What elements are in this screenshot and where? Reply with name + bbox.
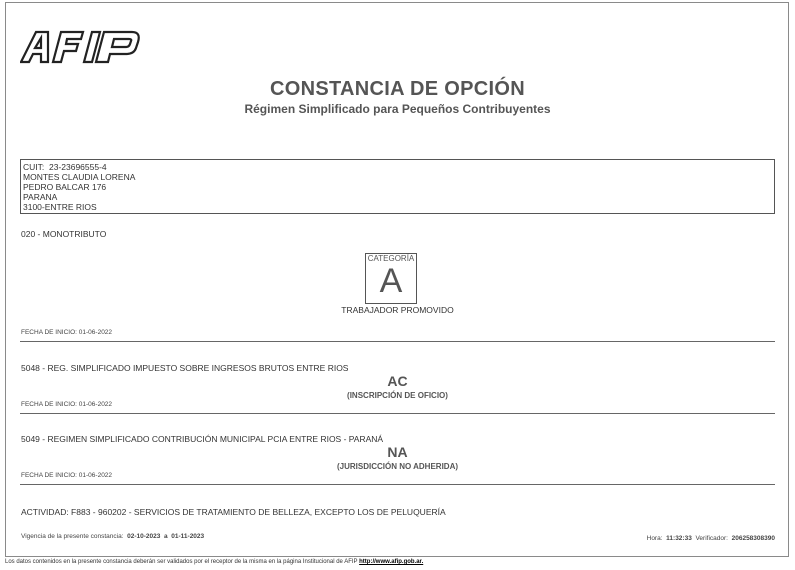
taxpayer-city: PARANA — [23, 192, 58, 202]
taxpayer-address: PEDRO BALCAR 176 — [23, 182, 107, 192]
municipal-detail: (JURISDICCIÓN NO ADHERIDA) — [336, 462, 459, 471]
validity-from: 02-10-2023 — [127, 533, 161, 540]
monotributo-start-date: FECHA DE INICIO: 01-06-2022 — [21, 329, 113, 336]
footer-note — [5, 559, 423, 565]
page-subtitle: Régimen Simplificado para Pequeños Contribuyentes — [244, 102, 551, 116]
divider — [20, 484, 775, 485]
divider — [20, 341, 775, 342]
monotributo-status: TRABAJADOR PROMOVIDO — [341, 305, 454, 315]
activity-line: ACTIVIDAD: F883 - 960202 - SERVICIOS DE TRATAMIENTO DE BELLEZA, EXCEPTO LOS DE PELUQUERÍA — [21, 507, 446, 517]
municipal-code: NA — [387, 444, 408, 460]
footer-note-text: Los datos contenidos en la presente constancia deberán ser validados por el receptor de la misma en la página Institucional de AFIP — [5, 559, 358, 565]
taxpayer-box — [20, 159, 775, 214]
taxpayer-postal-province: 3100-ENTRE RIOS — [23, 202, 97, 212]
verifier-label: Verificador: — [695, 535, 728, 542]
monotributo-regime: 020 - MONOTRIBUTO — [21, 229, 107, 239]
time-value: 11:32:33 — [666, 535, 692, 542]
cuit-label: CUIT: — [23, 162, 45, 172]
validity-separator: a — [164, 533, 168, 540]
verifier-value: 206258308390 — [731, 535, 775, 542]
afip-link[interactable]: http://www.afip.gob.ar. — [359, 559, 424, 565]
iibb-start-date: FECHA DE INICIO: 01-06-2022 — [21, 401, 113, 408]
category-value: A — [379, 262, 403, 300]
afip-logo — [20, 30, 142, 69]
cuit-value: 23-23696555-4 — [48, 162, 107, 172]
municipal-start-date: FECHA DE INICIO: 01-06-2022 — [21, 472, 113, 479]
iibb-code: AC — [387, 373, 408, 389]
iibb-detail: (INSCRIPCIÓN DE OFICIO) — [347, 391, 448, 400]
validity-label: Vigencia de la presente constancia: — [21, 533, 124, 540]
time-label: Hora: — [646, 535, 663, 542]
taxpayer-name: MONTES CLAUDIA LORENA — [23, 172, 136, 182]
cuit-line — [23, 162, 772, 172]
validity-line — [21, 533, 204, 540]
divider — [20, 413, 775, 414]
municipal-regime: 5049 - REGIMEN SIMPLIFICADO CONTRIBUCIÓN MUNICIPAL PCIA ENTRE RIOS - PARANÁ — [21, 434, 384, 444]
validity-to: 01-11-2023 — [171, 533, 205, 540]
category-box — [365, 253, 417, 304]
iibb-regime: 5048 - REG. SIMPLIFICADO IMPUESTO SOBRE INGRESOS BRUTOS ENTRE RIOS — [21, 363, 349, 373]
verification-line — [647, 535, 775, 542]
category-label: CATEGORÍA — [367, 254, 415, 263]
page-title: CONSTANCIA DE OPCIÓN — [270, 78, 525, 100]
